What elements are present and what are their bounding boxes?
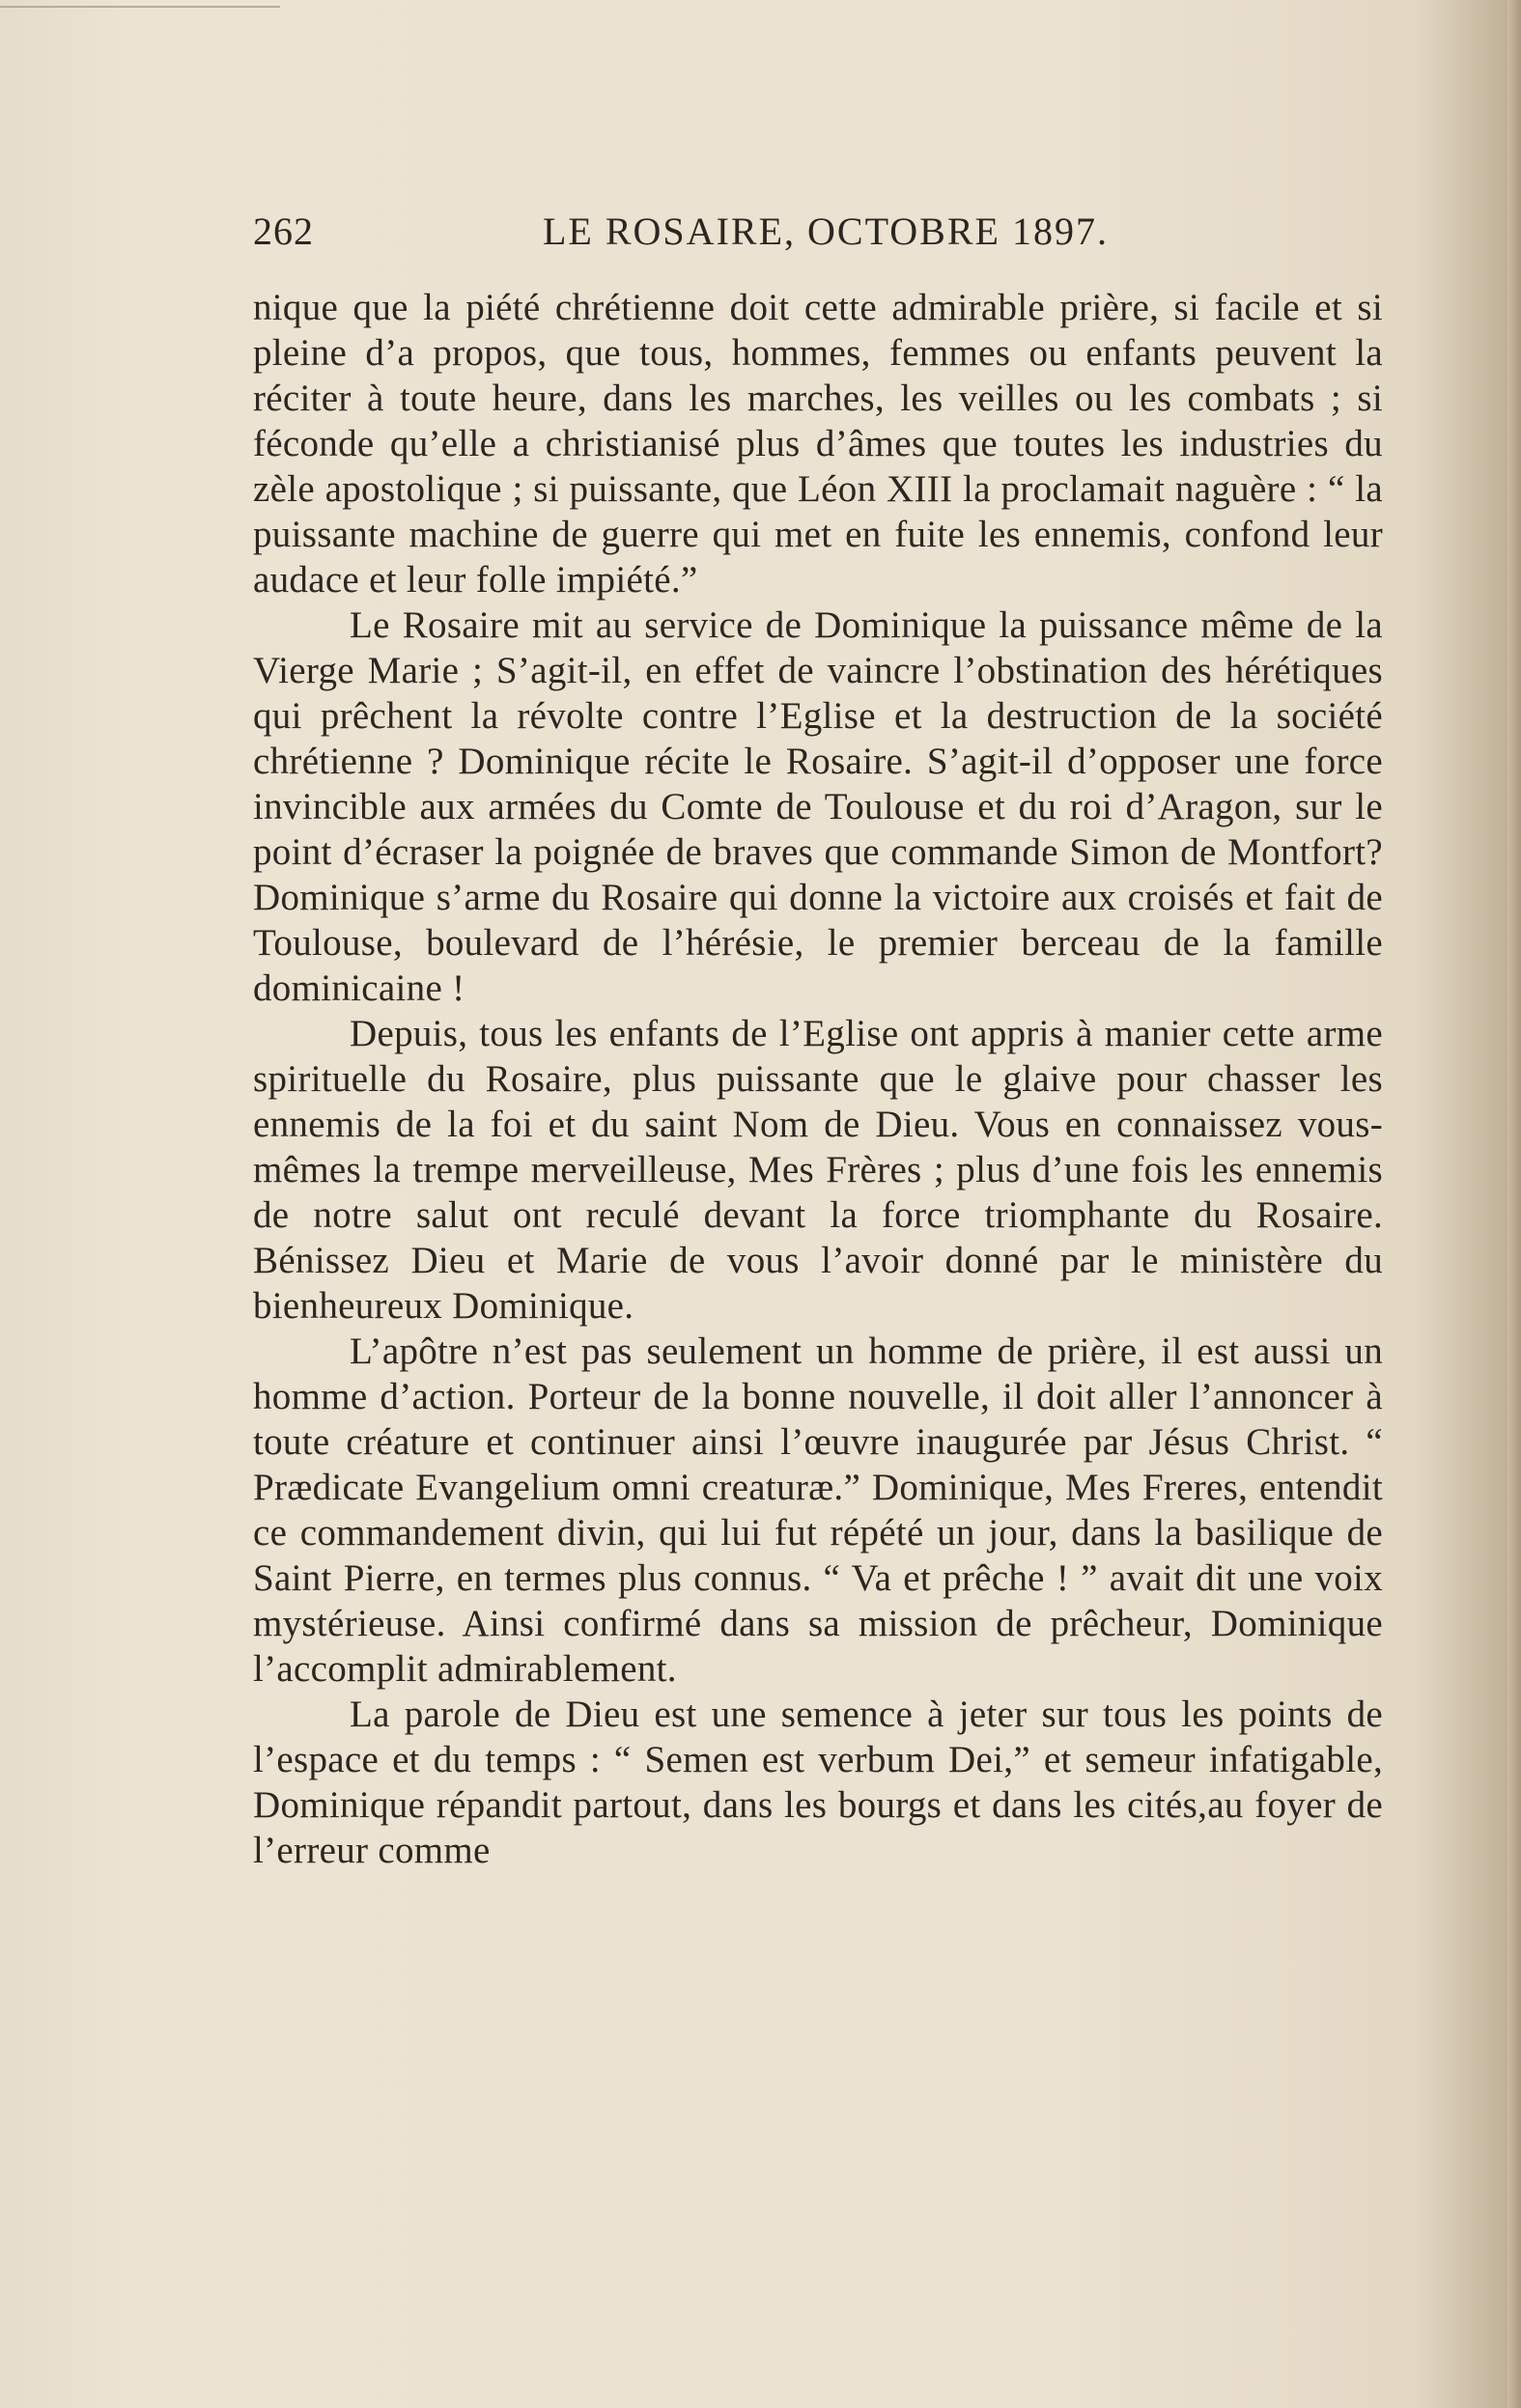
paragraph-continuation: nique que la piété chrétienne doit cette admirable prière, si facile et si pleine d’a propos, que tous, hommes, femmes ou enfants peuvent la réciter à toute heure, dans les marches, les veilles ou les combats ; si féconde qu’elle a christianisé plus d’âmes que toutes les industries du zèle apostolique ; si puissante, que Léon XIII la proclamait naguère : “ la puissante machine de guerre qui met en fuite les ennemis, confond leur audace et leur folle impiété.” (253, 287, 1383, 601)
top-edge-rule (0, 6, 280, 8)
body-text (253, 285, 1383, 1873)
page-header (253, 203, 1383, 261)
page-number: 262 (253, 210, 314, 253)
running-head: LE ROSAIRE, OCTOBRE 1897. (543, 210, 1109, 253)
paragraph-parole: La parole de Dieu est une semence à jeter sur tous les points de l’espace et du temps : “ Semen est verbum Dei,” et semeur infatigable, Dominique répandit partout, dans les bourgs et dans les cités,au foyer de l’erreur comme (253, 1694, 1383, 1871)
paragraph-depuis: Depuis, tous les enfants de l’Eglise ont appris à manier cette arme spirituelle du Rosaire, plus puissante que le glaive pour chasser les ennemis de la foi et du saint Nom de Dieu. Vous en connaissez vous-mêmes la trempe merveilleuse, Mes Frères ; plus d’une fois les ennemis de notre salut ont reculé devant la force triomphante du Rosaire. Bénissez Dieu et Marie de vous l’avoir donné par le ministère du bienheureux Dominique. (253, 1013, 1383, 1327)
paragraph-rosaire: Le Rosaire mit au service de Dominique la puissance même de la Vierge Marie ; S’agit-il, en effet de vaincre l’obstination des hérétiques qui prêchent la révolte contre l’Eglise et la destruction de la société chrétienne ? Dominique récite le Rosaire. S’agit-il d’opposer une force invincible aux armées du Comte de Toulouse et du roi d’Aragon, sur le point d’écraser la poignée de braves que commande Simon de Montfort? Dominique s’arme du Rosaire qui donne la victoire aux croisés et fait de Toulouse, boulevard de l’hérésie, le premier berceau de la famille dominicaine ! (253, 604, 1383, 1009)
page-gutter-shadow (1507, 0, 1521, 2408)
paragraph-apotre: L’apôtre n’est pas seulement un homme de prière, il est aussi un homme d’action. Porteur de la bonne nouvelle, il doit aller l’annoncer à toute créature et continuer ainsi l’œuvre inaugurée par Jésus Christ. “ Prædicate Evangelium omni creaturæ.” Dominique, Mes Freres, entendit ce commandement divin, qui lui fut répété un jour, dans la basilique de Saint Pierre, en termes plus connus. “ Va et prêche ! ” avait dit une voix mystérieuse. Ainsi confirmé dans sa mission de prêcheur, Dominique l’accomplit admirablement. (253, 1330, 1383, 1690)
